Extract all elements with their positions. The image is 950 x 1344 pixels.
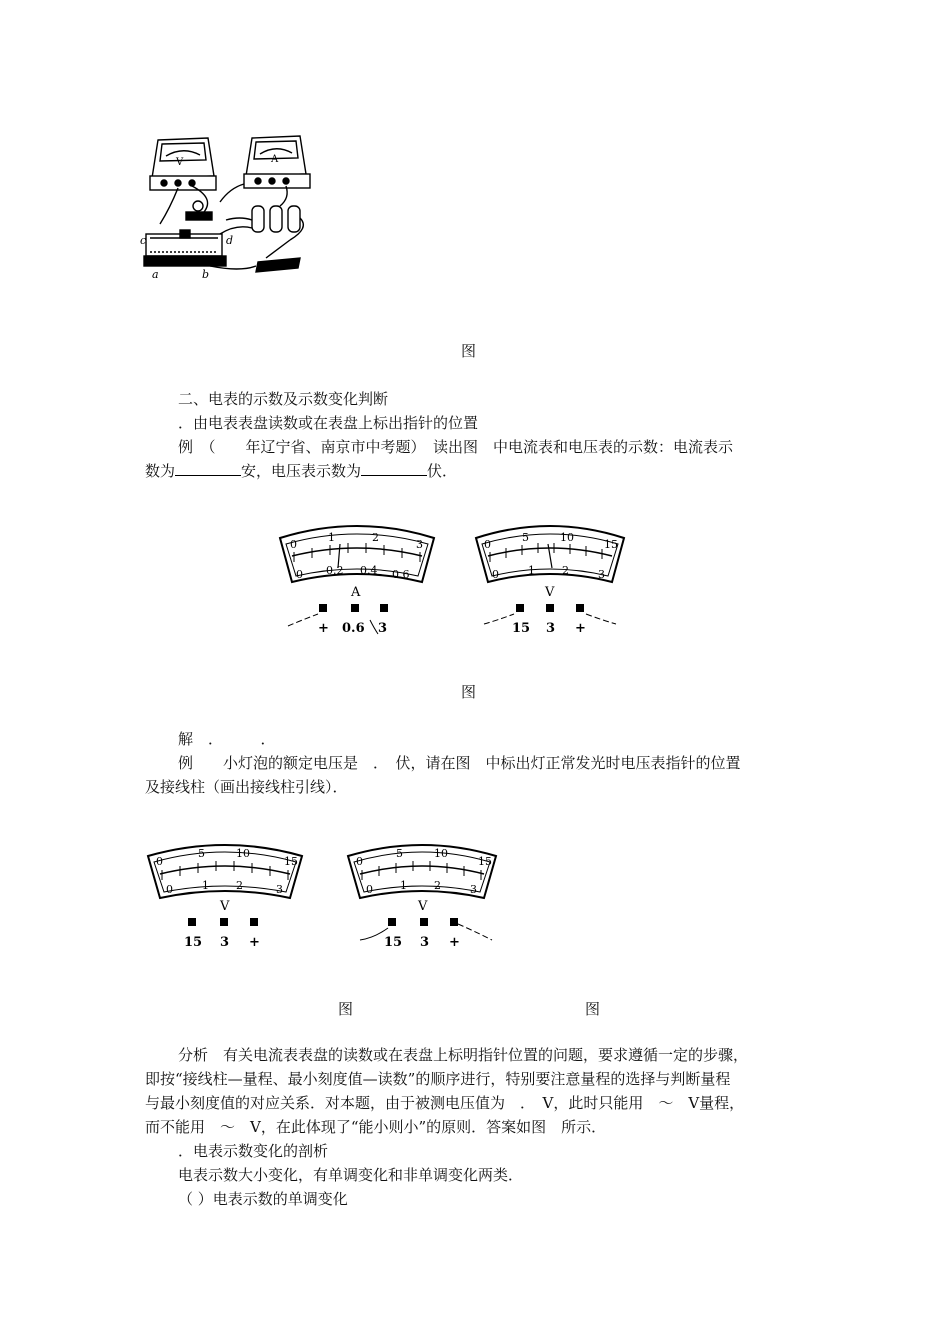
right-voltmeter-bottom-tick: 0 bbox=[366, 883, 373, 896]
left-voltmeter-bottom-tick: 0 bbox=[166, 883, 173, 896]
figure-caption-3b: 图 bbox=[585, 1000, 601, 1018]
terminal-square bbox=[188, 918, 196, 926]
ammeter-bottom-tick: 0 bbox=[296, 568, 303, 581]
circuit-ammeter-label: A bbox=[271, 154, 279, 165]
voltmeter-bottom-tick: 1 bbox=[528, 564, 535, 577]
ex1-text-a: 数为 bbox=[145, 462, 176, 480]
left-voltmeter-top-tick: 0 bbox=[156, 855, 163, 868]
section-title: 二、电表的示数及示数变化判断 bbox=[178, 390, 389, 408]
left-voltmeter-top-tick: 10 bbox=[236, 847, 250, 860]
circuit-figure bbox=[140, 128, 320, 288]
terminal-square bbox=[250, 918, 258, 926]
voltmeter-terminal-15: 15 bbox=[512, 621, 531, 636]
terminal-square bbox=[351, 604, 359, 612]
terminal-square bbox=[319, 604, 327, 612]
left-voltmeter-bottom-tick: 2 bbox=[236, 879, 243, 892]
ammeter-bottom-tick: 0.6 bbox=[392, 568, 410, 581]
right-terminal-3: 3 bbox=[420, 935, 430, 950]
left-voltmeter-label: V bbox=[220, 899, 230, 914]
right-voltmeter-bottom-tick: 3 bbox=[470, 883, 477, 896]
right-voltmeter-top-tick: 0 bbox=[356, 855, 363, 868]
left-voltmeter-top-tick: 5 bbox=[198, 847, 205, 860]
subheading-1: ．由电表表盘读数或在表盘上标出指针的位置 bbox=[178, 414, 479, 432]
voltmeter-top-tick: 5 bbox=[522, 531, 529, 544]
voltmeter-figure-right bbox=[342, 836, 502, 952]
example-1-line-1: 例 （ 年辽宁省、南京市中考题） 读出图 中电流表和电压表的示数：电流表示 bbox=[178, 438, 734, 456]
voltmeter-bottom-tick: 0 bbox=[492, 568, 499, 581]
right-voltmeter-bottom-tick: 1 bbox=[400, 879, 407, 892]
right-terminal-plus: + bbox=[449, 935, 460, 950]
example-2-line-2: 及接线柱（画出接线柱引线）． bbox=[145, 778, 348, 796]
left-voltmeter-bottom-tick: 1 bbox=[202, 879, 209, 892]
voltmeter-reading-blank[interactable] bbox=[361, 461, 427, 476]
analysis-line-1: 分析 有关电流表表盘的读数或在表盘上标明指针位置的问题，要求遵循一定的步骤， bbox=[178, 1046, 749, 1064]
circuit-voltmeter-label: V bbox=[176, 157, 184, 168]
terminal-square bbox=[388, 918, 396, 926]
ammeter-top-tick: 3 bbox=[416, 538, 423, 551]
right-terminal-15: 15 bbox=[384, 935, 403, 950]
voltmeter-top-tick: 0 bbox=[484, 538, 491, 551]
voltmeter-top-tick: 15 bbox=[604, 538, 618, 551]
right-voltmeter-label: V bbox=[418, 899, 428, 914]
right-voltmeter-top-tick: 5 bbox=[396, 847, 403, 860]
rheostat-label-d: d bbox=[226, 234, 234, 247]
subheading-2: ．电表示数变化的剖析 bbox=[178, 1142, 329, 1160]
ammeter-reading-blank[interactable] bbox=[175, 461, 241, 476]
terminal-square bbox=[516, 604, 524, 612]
figure-caption-1: 图 bbox=[461, 342, 477, 360]
ex1-text-c: 伏． bbox=[427, 462, 458, 480]
voltmeter-figure bbox=[470, 516, 630, 640]
example-1-line-2 bbox=[145, 461, 457, 481]
left-terminal-15: 15 bbox=[184, 935, 203, 950]
ammeter-bottom-tick: 0.4 bbox=[360, 564, 378, 577]
rheostat-label-c: c bbox=[140, 234, 147, 247]
ammeter-terminal-plus: + bbox=[318, 621, 329, 636]
left-voltmeter-top-tick: 15 bbox=[284, 855, 298, 868]
analysis-line-4: 而不能用 ～ V，在此体现了“能小则小”的原则．答案如图 所示． bbox=[145, 1118, 607, 1136]
paragraph-types: 电表示数大小变化，有单调变化和非单调变化两类． bbox=[178, 1166, 524, 1184]
example-2-line-1: 例 小灯泡的额定电压是 ． 伏，请在图 中标出灯正常发光时电压表指针的位置 bbox=[178, 754, 741, 772]
ammeter-label: A bbox=[351, 585, 361, 600]
ex1-text-b: 安，电压表示数为 bbox=[241, 462, 362, 480]
voltmeter-figure-left bbox=[142, 836, 308, 952]
left-terminal-3: 3 bbox=[220, 935, 230, 950]
right-voltmeter-bottom-tick: 2 bbox=[434, 879, 441, 892]
figure-caption-2: 图 bbox=[461, 683, 477, 701]
voltmeter-bottom-tick: 3 bbox=[598, 568, 605, 581]
voltmeter-terminal-plus: + bbox=[575, 621, 586, 636]
ammeter-top-tick: 2 bbox=[372, 531, 379, 544]
terminal-square bbox=[546, 604, 554, 612]
figure-caption-3a: 图 bbox=[338, 1000, 354, 1018]
ammeter-top-tick: 0 bbox=[290, 538, 297, 551]
left-voltmeter-bottom-tick: 3 bbox=[276, 883, 283, 896]
ammeter-terminal-3: 3 bbox=[378, 621, 388, 636]
analysis-line-3: 与最小刻度值的对应关系．对本题，由于被测电压值为 ． V，此时只能用 ～ V量程， bbox=[145, 1094, 745, 1112]
subheading-2-1: （ ）电表示数的单调变化 bbox=[178, 1190, 348, 1208]
ammeter-top-tick: 1 bbox=[328, 531, 335, 544]
terminal-square bbox=[220, 918, 228, 926]
voltmeter-terminal-3: 3 bbox=[546, 621, 556, 636]
terminal-square bbox=[450, 918, 458, 926]
terminal-square bbox=[420, 918, 428, 926]
right-voltmeter-top-tick: 15 bbox=[478, 855, 492, 868]
terminal-square bbox=[576, 604, 584, 612]
rheostat-label-a: a bbox=[152, 268, 159, 281]
ammeter-figure bbox=[272, 516, 442, 640]
solution-line: 解 ． ． bbox=[178, 730, 276, 748]
voltmeter-label: V bbox=[545, 585, 555, 600]
right-voltmeter-top-tick: 10 bbox=[434, 847, 448, 860]
left-terminal-plus: + bbox=[249, 935, 260, 950]
terminal-square bbox=[380, 604, 388, 612]
ammeter-bottom-tick: 0.2 bbox=[326, 564, 344, 577]
voltmeter-top-tick: 10 bbox=[560, 531, 574, 544]
voltmeter-bottom-tick: 2 bbox=[562, 564, 569, 577]
analysis-line-2: 即按“接线柱—量程、最小刻度值—读数”的顺序进行，特别要注意量程的选择与判断量程 bbox=[145, 1070, 731, 1088]
ammeter-terminal-0.6: 0.6 bbox=[342, 621, 365, 636]
rheostat-label-b: b bbox=[202, 268, 210, 281]
